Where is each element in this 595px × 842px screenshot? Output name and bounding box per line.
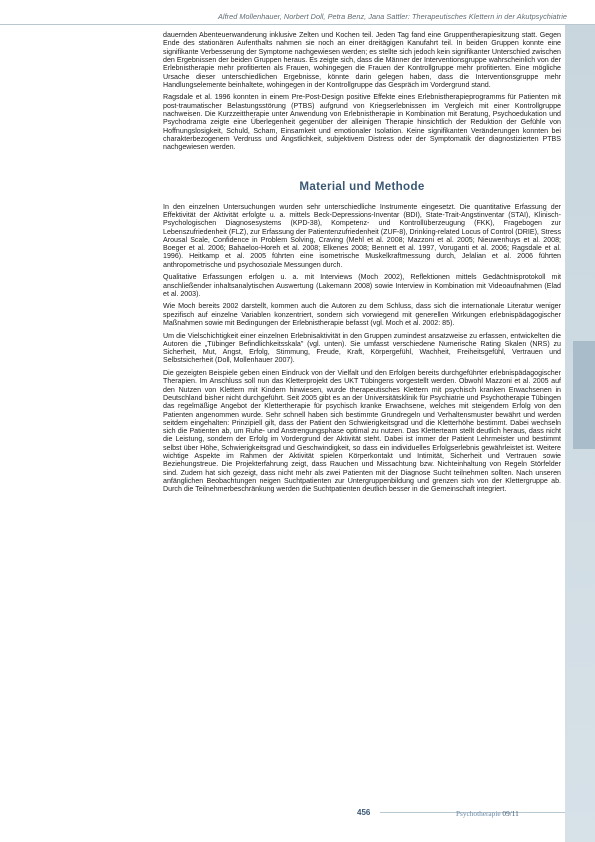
side-margin-tab	[573, 341, 595, 449]
page-number: 456	[357, 808, 371, 817]
journal-issue: 09/11	[502, 809, 519, 818]
body-paragraph: In den einzelnen Untersuchungen wurden sehr unterschiedliche Instrumente eingesetzt. Die quantitative Erfassung der Effektivität der Aktivität erfolgte u. a. mittels Beck-Depressions-Inventar (BDI), State-Trait-Angstinventar (STAI), Klinisch-Psychologischen Diagnosesystems (KPD-38), Kompetenz- und Kontrollüberzeugung (FKK), Fragebogen zur Lebenszufriedenheit (FLZ), zur Erfassung der Patientenzufriedenheit (ZUF-8), Drinking-related Locus of Control (DRIE), Stress Arousal Scale, Confidence in Problem Solving, Craving (Mehl et al. 2008; Mazzoni et al. 2005; Nieuwenhuys et al. 2008; Boeger et al. 2006; Bahaeloo-Horeh et al. 2008; Elkenes 2008; Bennett et al. 1997, Voruganti et al. 2006; Ragsdale et al. 1996). Heitkamp et al. 2005 führten eine isometrische Muskelkraftmessung durch, Jelalian et al. 2006 führten anthropometrische und psychosoziale Messungen durch.	[163, 202, 561, 269]
running-header: Alfred Mollenhauer, Norbert Doll, Petra Benz, Jana Sattler: Therapeutisches Klettern in der Akutpsychiatrie	[217, 12, 567, 21]
body-paragraph: dauernden Abenteuerwanderung inklusive Zelten und Kochen teil. Jeden Tag fand eine Gruppentherapiesitzung statt. Gegen Ende des stationären Aufenthalts nahmen sie noch an einer dreitägigen Kanufahrt teil. In beiden Gruppen konnte eine signifikante Verbesserung der Symptome nachgewiesen werden; es stellte sich jedoch kein signifikanter Unterschied zwischen den Ergebnissen der beiden Gruppen heraus. Es zeigte sich, dass die Männer der Interventionsgruppe wahrscheinlich von der Erlebnistherapie mehr profitierten als Frauen, wohingegen die Frauen der Kontrollgruppe mehr profitierten. Eine mögliche Ursache dieser unterschiedlichen Ergebnisse, könnte darin gelegen haben, dass die Interventionsgruppe mehr Handlungselemente beinhaltete, wohingegen in der Kontrollgruppe das Gespräch im Vordergrund stand.	[163, 31, 561, 89]
side-margin-bar	[565, 25, 595, 842]
body-paragraph: Die gezeigten Beispiele geben einen Eindruck von der Vielfalt und den Erfolgen bereits durchgeführter erlebnispädagogischer Therapien. Im Anschluss soll nun das Kletterprojekt des UKT Tübingens vorgestellt werden. Obwohl Mazzoni et al. 2005 auf den Nutzen von Klettern mit Kindern hinwiesen, wurde therapeutisches Klettern mit psychisch kranken Erwachsenen in Deutschland bisher nicht durchgeführt. Seit 2005 gibt es an der Universitätsklinik für Psychiatrie und Psychotherapie Tübingen das regelmäßige Angebot der Klettertherapie für psychisch kranke Erwachsene, welches mit steigendem Erfolg von den Patienten angenommen wurde. Sehr schnell haben sich bestimmte Grundregeln und Verhaltensmuster bewährt und werden seitdem eingehalten: Prinzipiell gilt, dass der Patient den Schwierigkeitsgrad und die Kletterhöhe bestimmt. Dabei wechseln sich die Patienten ab, um Ruhe- und Anstrengungsphase optimal zu nutzen. Das Kletterteam stellt deutlich heraus, dass nicht die Leistung, sondern der Erfolg im Vordergrund der Aktivität steht. Dabei ist immer der Patient Lehrmeister und bestimmt selbst über Höhe, Schwierigkeitsgrad und Geschwindigkeit, so dass ein individuelles Erfolgserlebnis gewährleistet ist. Weitere wichtige Aspekte im Rahmen der Aktivität spielen Körperkontakt und Intimität, Sicherheit und Vertrauen sowie Beziehungstreue. Die Projekterfahrung zeigt, dass Rauchen und Missachtung bzw. Nichteinhaltung von Regeln Störfelder sind. Zudem hat sich gezeigt, dass nicht mehr als zwei Patienten mit der Diagnose Sucht teilnehmen sollten. Nach unseren anfänglichen Beobachtungen neigen Suchtpatienten zur Untergruppenbildung und grenzen sich von der Klettergruppe ab. Durch die Teilnehmerbeschränkung werden die Suchtpatienten deutlich besser in die Gemeinschaft integriert.	[163, 368, 561, 494]
header-divider	[0, 24, 595, 25]
journal-name: Psychotherapie	[456, 809, 501, 818]
body-paragraph: Wie Moch bereits 2002 darstellt, kommen auch die Autoren zu dem Schluss, dass sich die internationale Literatur weniger spezifisch auf einzelne Variablen konzentriert, sondern sich vorwiegend mit generellen Wirkungen erlebnispädagogischer Maßnahmen sowie mit Bedingungen der Erlebnistherapie befasst (vgl. Moch et al. 2002: 85).	[163, 302, 561, 327]
journal-footer	[456, 809, 519, 818]
article-body	[163, 31, 561, 498]
body-paragraph: Um die Vielschichtigkeit einer einzelnen Erlebnisaktivität in den Gruppen zumindest ansatzweise zu erfassen, entwickelten die Autoren die „Tübinger Befindlichkeitsskala" (vgl. unten). Sie umfasst verschiedene Numerische Rating Skalen (NRS) zu Sicherheit, Mut, Angst, Erfolg, Stimmung, Freude, Kraft, Körpergefühl, Wachheit, Freiheitsgefühl, Vertrauen und Selbstsicherheit (Doll, Mollenhauer 2007).	[163, 331, 561, 365]
body-paragraph: Ragsdale et al. 1996 konnten in einem Pre-Post-Design positive Effekte eines Erlebnistherapieprogramms für Patienten mit post-traumatischer Belastungsstörung (PTBS) aufgrund von Kriegserlebnissen im Vergleich mit einer Kontrollgruppe nachweisen. Die Kurzzeittherapie unter Anwendung von Erlebnistherapie in Kombination mit Beratung, Psychoedukation und Psychodrama zeigte eine Überlegenheit gegenüber der alleinigen Therapie hinsichtlich der Reduktion der Gefühle von Hoffnungslosigkeit, Schuld, Scham, Einsamkeit und emotionaler Isolation. Keine signifikanten Veränderungen konnten bei charakterbezogenem Verdruss und Ängstlichkeit, subjektivem Distress oder der Symptomatik der diagnostizierten PTBS nachgewiesen werden.	[163, 93, 561, 152]
section-heading: Material und Methode	[299, 179, 425, 193]
body-paragraph: Qualitative Erfassungen erfolgen u. a. mit Interviews (Moch 2002), Reflektionen mittels Gedächtnisprotokoll mit anschließender inhaltsanalytischen Auswertung (Lakemann 2008) sowie Interview in Kombination mit Videoaufnahmen (Elad et al. 2003).	[163, 273, 561, 298]
